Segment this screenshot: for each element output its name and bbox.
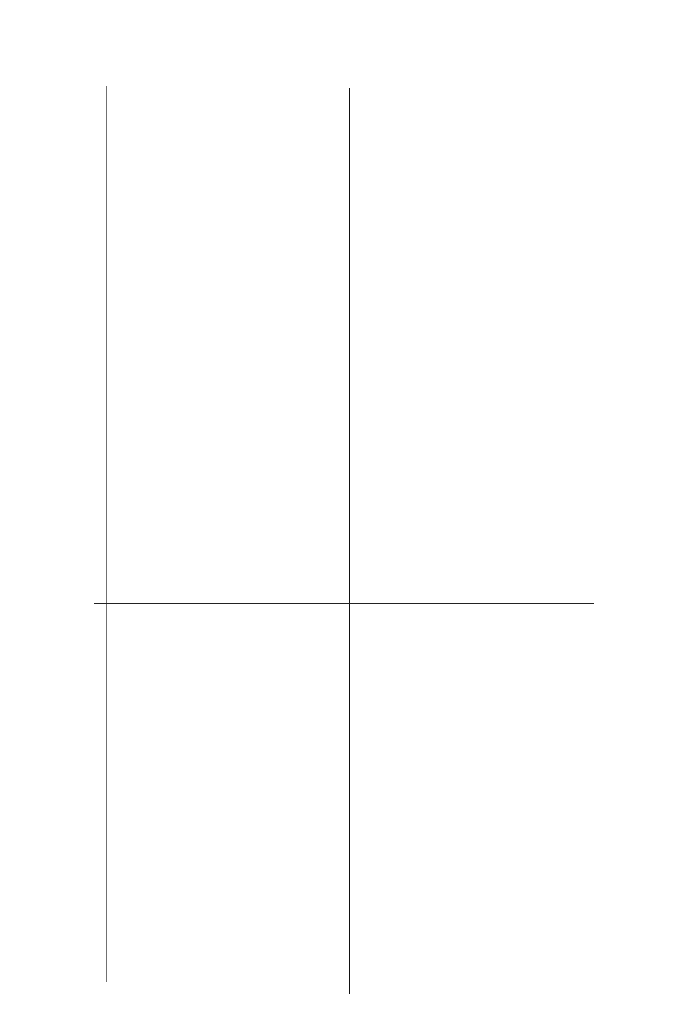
scan-fold-line (106, 86, 107, 982)
scan-gutter-line (349, 88, 350, 994)
section-rule (94, 603, 594, 604)
